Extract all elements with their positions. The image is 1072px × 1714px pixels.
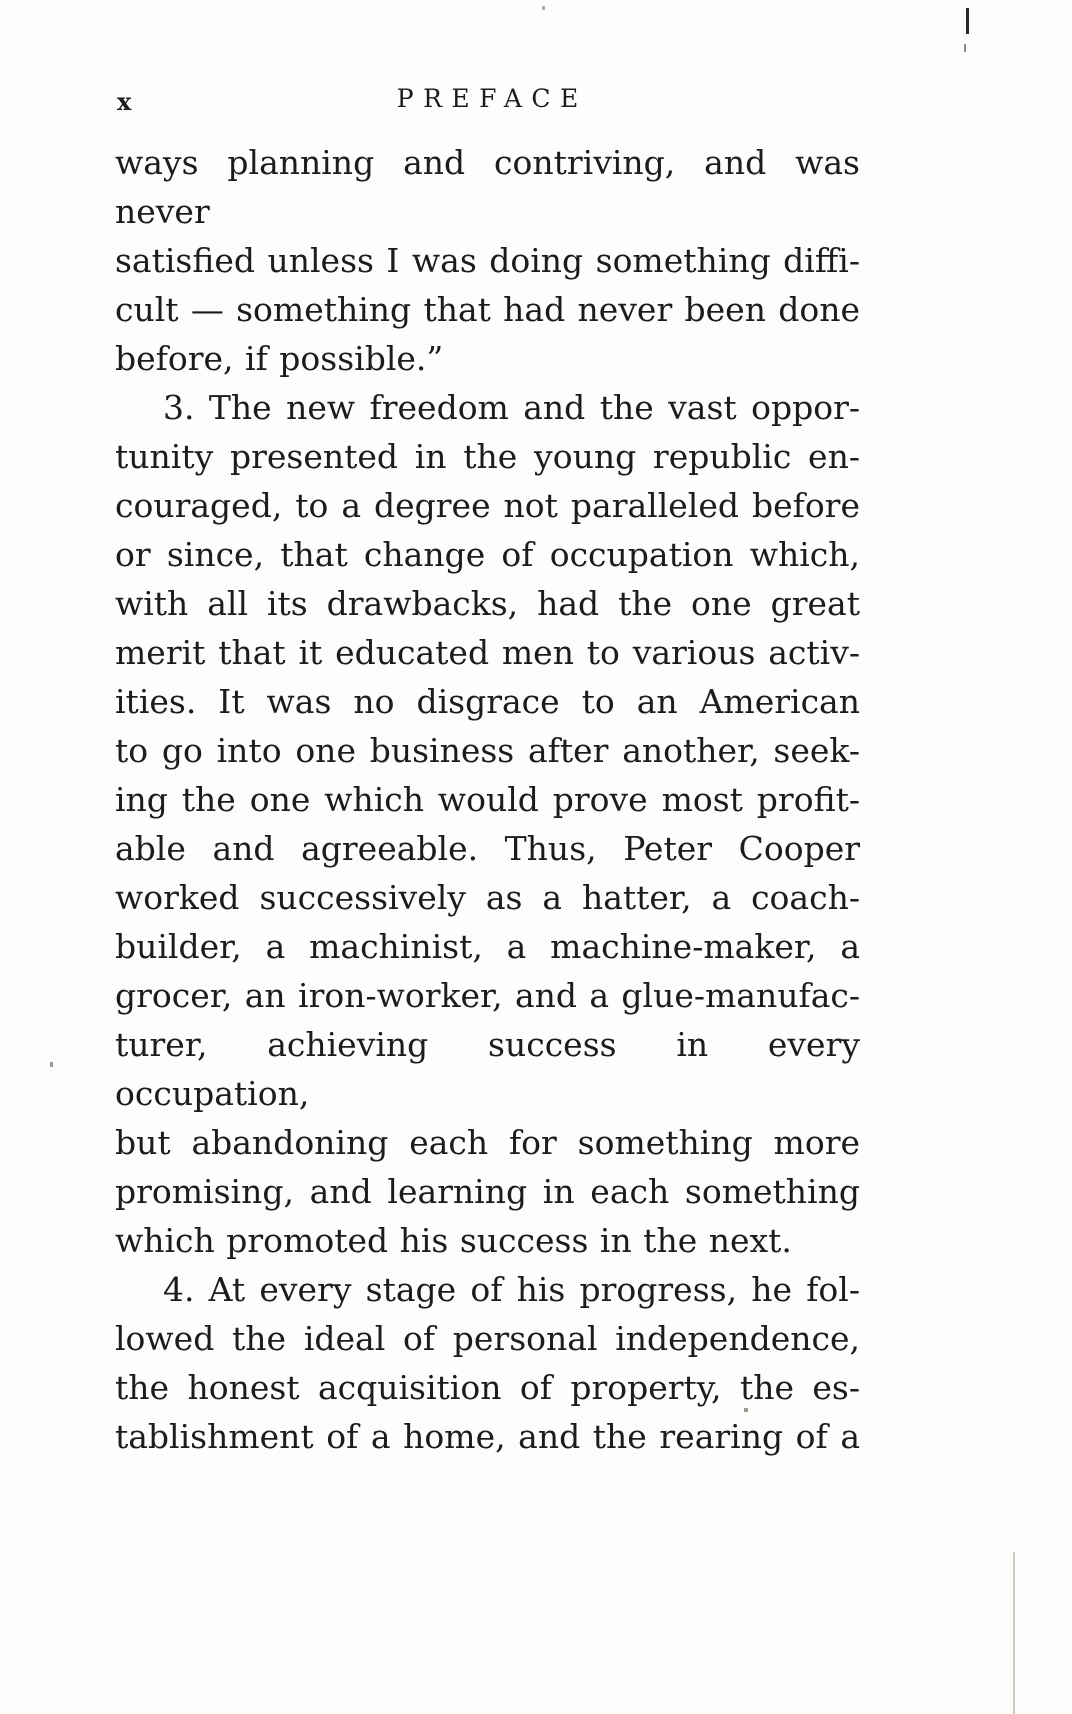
page-header xyxy=(115,84,860,118)
text-line: before, if possible.” xyxy=(115,339,444,378)
text-line: the honest acquisition of property, the es- xyxy=(115,1368,860,1407)
text-line: 3. The new freedom and the vast oppor- xyxy=(163,388,860,427)
text-line: tunity presented in the young republic en- xyxy=(115,437,860,476)
text-line: ways planning and contriving, and was never xyxy=(115,143,860,231)
text-line: ities. It was no disgrace to an American xyxy=(115,682,860,721)
text-line: turer, achieving success in every occupation, xyxy=(115,1025,860,1113)
scan-artifact-dot xyxy=(744,1408,748,1412)
text-line: promising, and learning in each something xyxy=(115,1172,860,1211)
paragraph xyxy=(115,138,860,383)
scan-artifact-dot xyxy=(50,1062,53,1067)
page-number: x xyxy=(117,87,133,116)
scan-artifact-dot xyxy=(542,6,545,10)
page-title: PREFACE xyxy=(396,84,588,113)
scan-artifact-mark xyxy=(966,8,969,34)
text-line: but abandoning each for something more xyxy=(115,1123,860,1162)
text-line: merit that it educated men to various activ- xyxy=(115,633,860,672)
text-line: 4. At every stage of his progress, he fol- xyxy=(163,1270,860,1309)
text-line: which promoted his success in the next. xyxy=(115,1221,792,1260)
text-line: lowed the ideal of personal independence, xyxy=(115,1319,860,1358)
scan-artifact-mark xyxy=(964,44,966,52)
text-line: builder, a machinist, a machine-maker, a xyxy=(115,927,860,966)
paragraph xyxy=(115,1265,860,1461)
text-line: to go into one business after another, seek- xyxy=(115,731,860,770)
text-line: ing the one which would prove most profit- xyxy=(115,780,860,819)
text-line: satisfied unless I was doing something diffi- xyxy=(115,241,860,280)
text-line: able and agreeable. Thus, Peter Cooper xyxy=(115,829,860,868)
text-line: grocer, an iron-worker, and a glue-manufac- xyxy=(115,976,860,1015)
text-line: worked successively as a hatter, a coach- xyxy=(115,878,860,917)
text-line: or since, that change of occupation which, xyxy=(115,535,860,574)
page-text xyxy=(115,138,860,1461)
paragraph xyxy=(115,383,860,1265)
scan-artifact-line xyxy=(1013,1552,1015,1714)
text-line: tablishment of a home, and the rearing of a xyxy=(115,1417,860,1456)
text-line: couraged, to a degree not paralleled before xyxy=(115,486,860,525)
text-line: with all its drawbacks, had the one great xyxy=(115,584,860,623)
text-line: cult — something that had never been done xyxy=(115,290,860,329)
